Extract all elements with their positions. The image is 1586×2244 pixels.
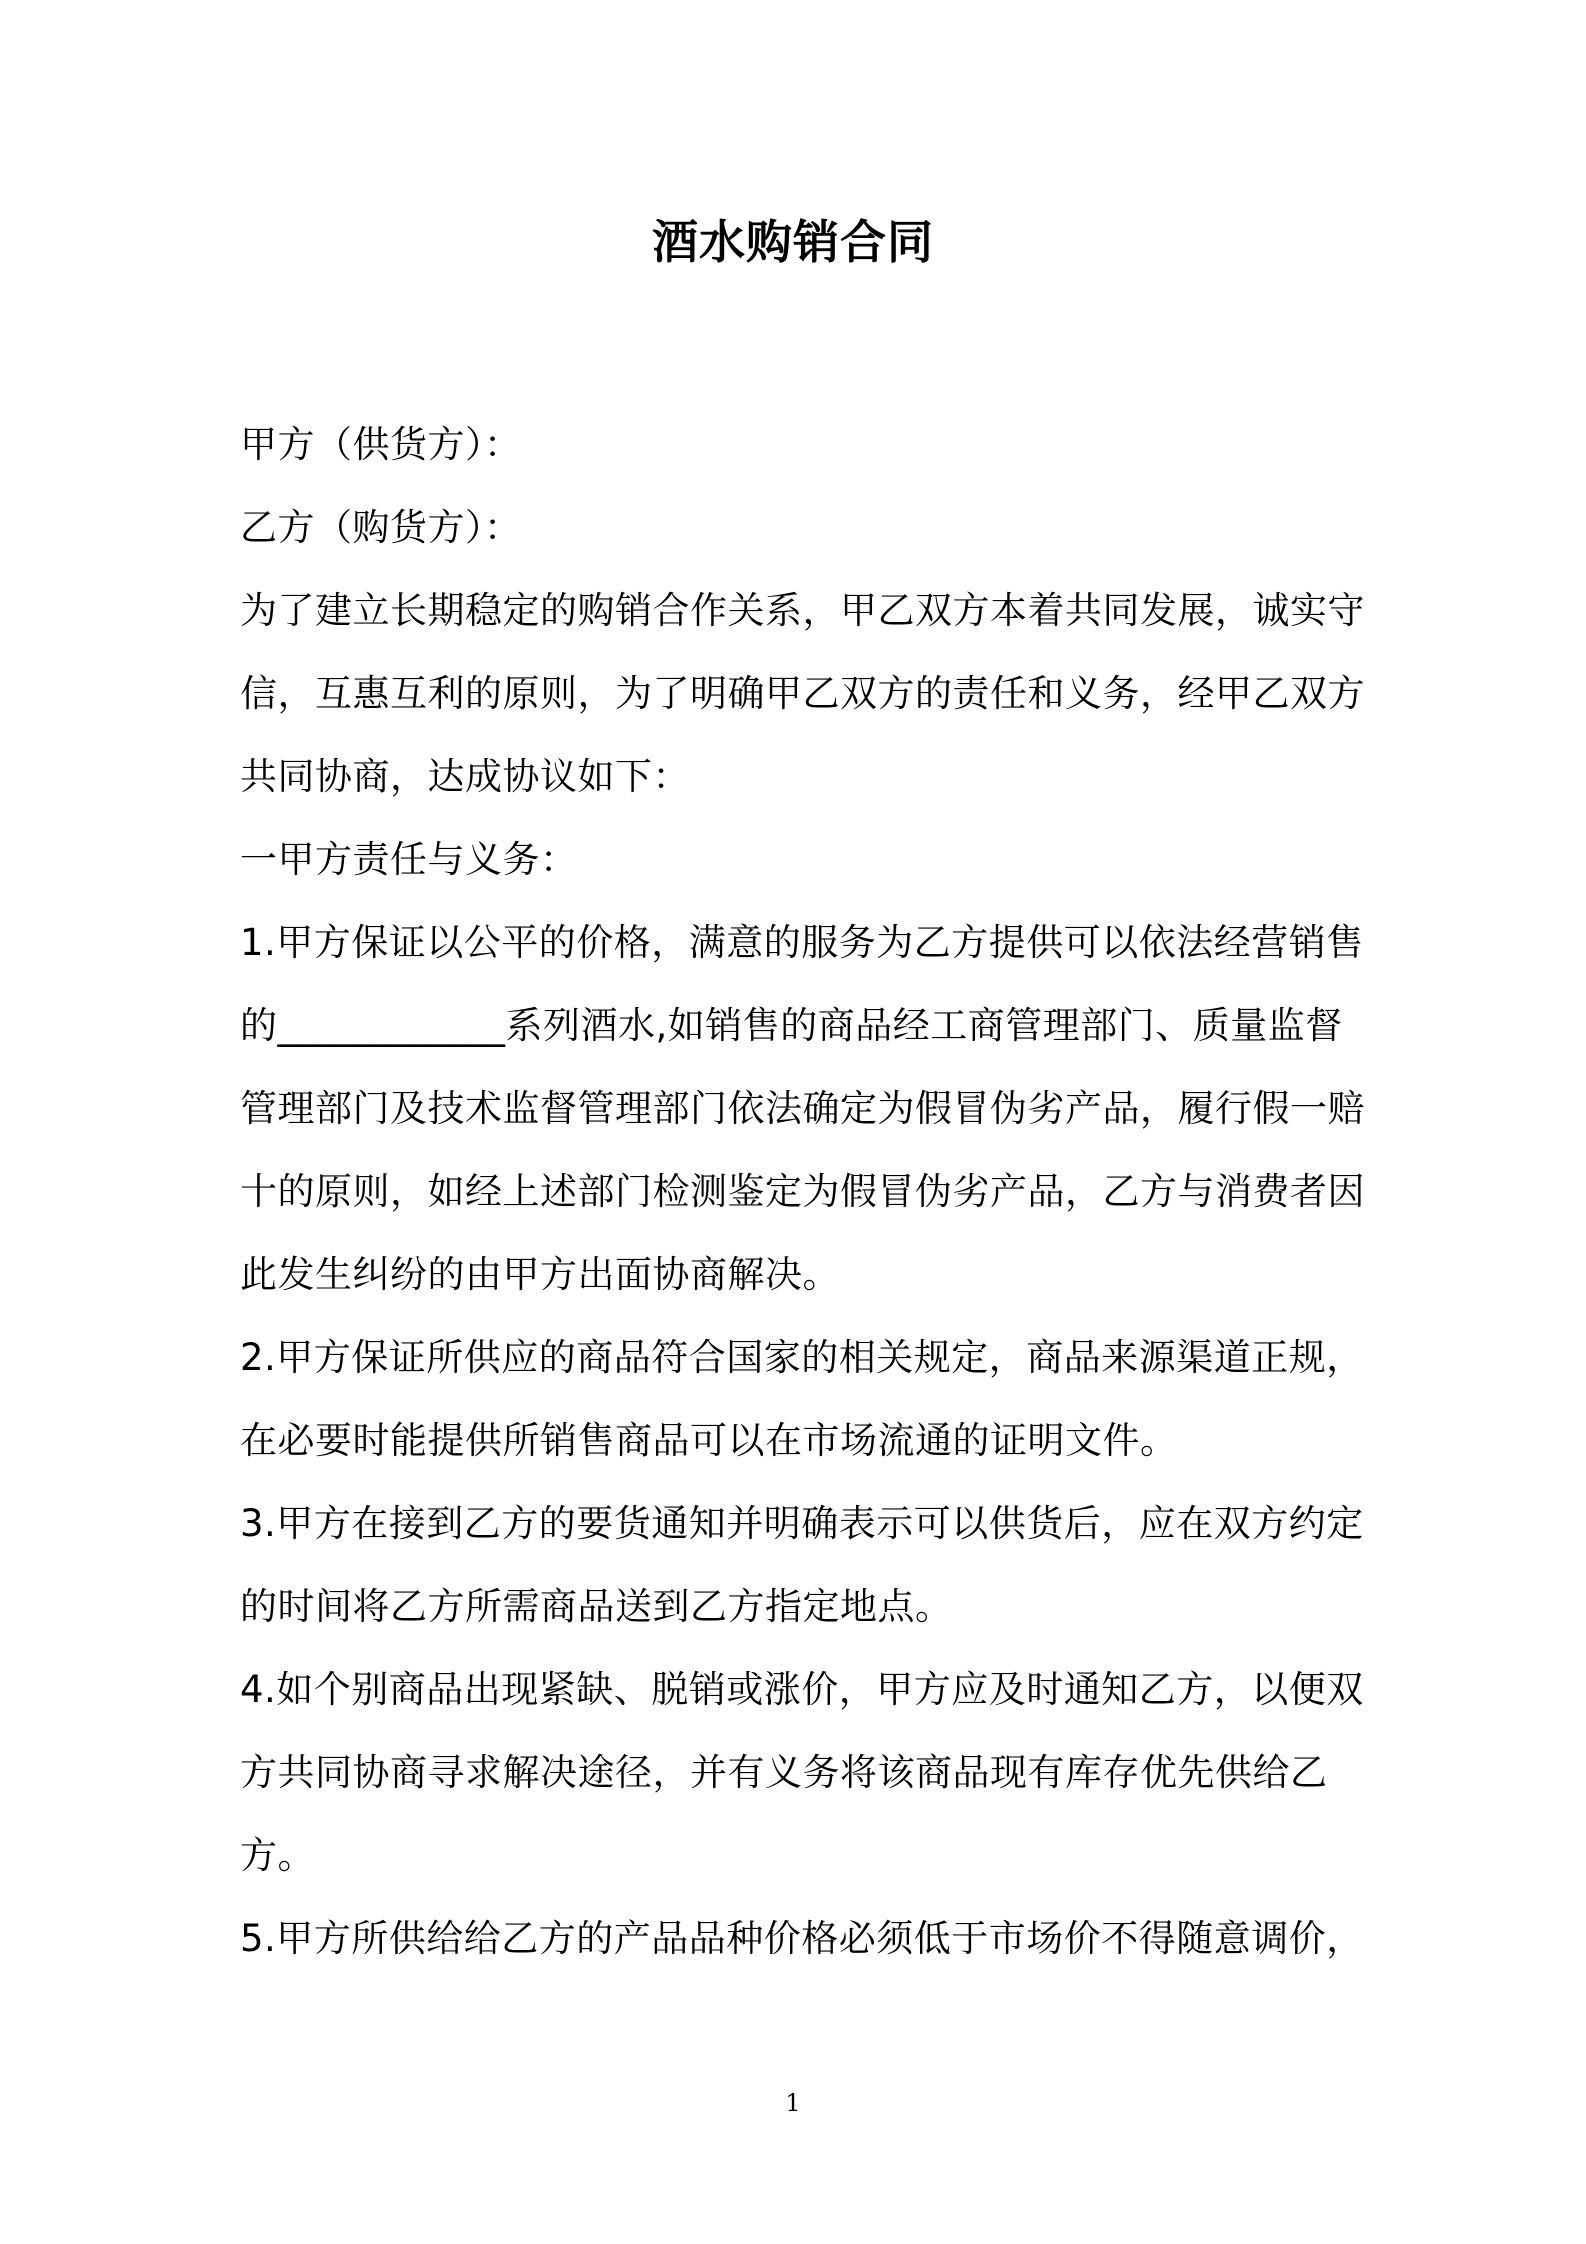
clause-4-line-3: 方。	[240, 1834, 315, 1877]
section-heading: 一甲方责任与义务：	[240, 838, 578, 881]
clause-4-line-1: 4.如个别商品出现紧缺、脱销或涨价，甲方应及时通知乙方，以便双	[240, 1668, 1364, 1711]
clause-1-line-2: 的____________系列酒水,如销售的商品经工商管理部门、质量监督	[240, 1004, 1343, 1047]
clause-1-line-5: 此发生纠纷的由甲方出面协商解决。	[240, 1253, 840, 1296]
clause-2-line-1: 2.甲方保证所供应的商品符合国家的相关规定，商品来源渠道正规，	[240, 1336, 1364, 1379]
intro-line-2: 信，互惠互利的原则，为了明确甲乙双方的责任和义务，经甲乙双方	[240, 672, 1365, 715]
clause-1-line-4: 十的原则，如经上述部门检测鉴定为假冒伪劣产品，乙方与消费者因	[240, 1170, 1365, 1213]
clause-3-line-2: 的时间将乙方所需商品送到乙方指定地点。	[240, 1585, 953, 1628]
party-b-line: 乙方（购货方）：	[240, 506, 522, 549]
clause-1-line-1: 1.甲方保证以公平的价格，满意的服务为乙方提供可以依法经营销售	[240, 921, 1364, 964]
document-title: 酒水购销合同	[652, 215, 934, 269]
clause-1-line-3: 管理部门及技术监督管理部门依法确定为假冒伪劣产品，履行假一赔	[240, 1087, 1365, 1130]
party-a-line: 甲方（供货方）：	[240, 423, 522, 466]
intro-line-1: 为了建立长期稳定的购销合作关系，甲乙双方本着共同发展，诚实守	[240, 589, 1365, 632]
clause-3-line-1: 3.甲方在接到乙方的要货通知并明确表示可以供货后，应在双方约定	[240, 1502, 1364, 1545]
page-number: 1	[785, 2089, 801, 2117]
clause-5-line-1: 5.甲方所供给给乙方的产品品种价格必须低于市场价不得随意调价，	[240, 1917, 1364, 1960]
clause-4-line-2: 方共同协商寻求解决途径，并有义务将该商品现有库存优先供给乙	[240, 1751, 1328, 1794]
document-body	[240, 403, 1365, 1980]
intro-line-3: 共同协商，达成协议如下：	[240, 755, 690, 798]
clause-2-line-2: 在必要时能提供所销售商品可以在市场流通的证明文件。	[240, 1419, 1178, 1462]
